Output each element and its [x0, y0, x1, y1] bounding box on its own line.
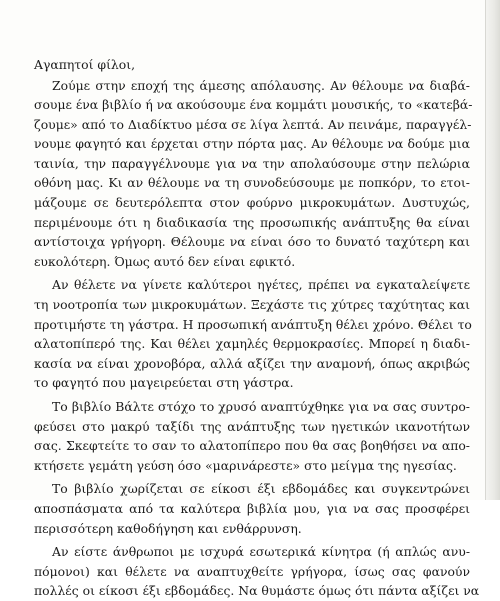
paragraph-1 — [34, 76, 473, 272]
page-edge-shadow — [485, 0, 500, 500]
text-line: σας. Σκεφτείτε το σαν το αλατοπίπερο που θα σας βοηθήσει να απο- — [34, 438, 470, 454]
text-line: Ζούμε στην εποχή της άμεσης απόλαυσης. Αν θέλουμε να διαβά- — [52, 77, 470, 93]
text-line: οθόνη μας. Κι αν θέλουμε να τη συνοδεύσουμε με ποπκόρν, το ετοι- — [34, 175, 470, 191]
text-line: νουμε φαγητό και έρχεται στην πόρτα μας. Αν θέλουμε να δούμε μια — [34, 136, 470, 152]
text-line: Αν είστε άνθρωποι με ισχυρά εσωτερικά κίνητρα (ή απλώς ανυ- — [52, 544, 470, 560]
text-line: Αν θέλετε να γίνετε καλύτεροι ηγέτες, πρέπει να εγκαταλείψετε — [52, 277, 470, 293]
text-line: ζουμε» από το Διαδίκτυο μέσα σε λίγα λεπτά. Αν πεινάμε, παραγγέλ- — [34, 116, 472, 132]
paragraph-2 — [34, 275, 470, 393]
text-line: πόμονοι) και θέλετε να αναπτυχθείτε γρήγορα, ίσως σας φανούν — [34, 563, 470, 579]
text-line: φεύσει στο μακρύ ταξίδι της ανάπτυξης των ηγετικών ικανοτήτων — [34, 418, 470, 434]
text-line: αποσπάσματα από τα καλύτερα βιβλία μου, για να σας προσφέρει — [34, 500, 470, 516]
text-line: πολλές οι είκοσι έξι εβδομάδες. Να θυμάστε όμως ότι πάντα αξίζει να — [34, 583, 480, 599]
paragraph-3 — [34, 397, 470, 475]
text-line: Το βιβλίο χωρίζεται σε είκοσι έξι εβδομάδες και συγκεντρώνει — [52, 481, 470, 497]
text-line: προτιμήστε τη γάστρα. Η προσωπική ανάπτυξη θέλει χρόνο. Θέλει το — [34, 316, 472, 332]
text-line: κτήσετε γεμάτη γεύση όσο «μαρινάρεστε» στο μείγμα της ηγεσίας. — [34, 457, 457, 473]
greeting-line: Αγαπητοί φίλοι, — [34, 57, 136, 72]
text-line: Το βιβλίο Βάλτε στόχο το χρυσό αναπτύχθηκε για να σας συντρο- — [52, 399, 470, 414]
text-line: μάζουμε σε δευτερόλεπτα στον φούρνο μικροκυμάτων. Δυστυχώς, — [34, 195, 470, 211]
text-line: περισσότερη καθοδήγηση και ενθάρρυνση. — [34, 520, 302, 536]
paragraph-4 — [34, 479, 470, 538]
text-line: αλατοπίπερό της. Και θέλει χαμηλές θερμοκρασίες. Μπορεί η διαδι- — [34, 336, 470, 352]
body-text — [34, 50, 480, 601]
text-line: ευκολότερη. Όμως αυτό δεν είναι εφικτό. — [34, 253, 296, 269]
paragraph-5 — [34, 542, 480, 601]
text-line: περιμένουμε ότι η διαδικασία της προσωπικής ανάπτυξης θα είναι — [34, 214, 470, 230]
text-line: ταινία, την παραγγέλνουμε για να την απολαύσουμε στην πελώρια — [34, 155, 470, 171]
text-line: κασία να είναι χρονοβόρα, αλλά αξίζει την αναμονή, όπως ακριβώς — [34, 355, 470, 371]
text-line: αντίστοιχα γρήγορη. Θέλουμε να είναι όσο το δυνατό ταχύτερη και — [34, 234, 470, 250]
text-line: σουμε ένα βιβλίο ή να ακούσουμε ένα κομμάτι μουσικής, το «κατεβά- — [34, 97, 473, 113]
text-line: το φαγητό που μαγειρεύεται στη γάστρα. — [34, 375, 294, 391]
text-line: τη νοοτροπία των μικροκυμάτων. Ξεχάστε τις χύτρες ταχύτητας και — [34, 297, 470, 313]
